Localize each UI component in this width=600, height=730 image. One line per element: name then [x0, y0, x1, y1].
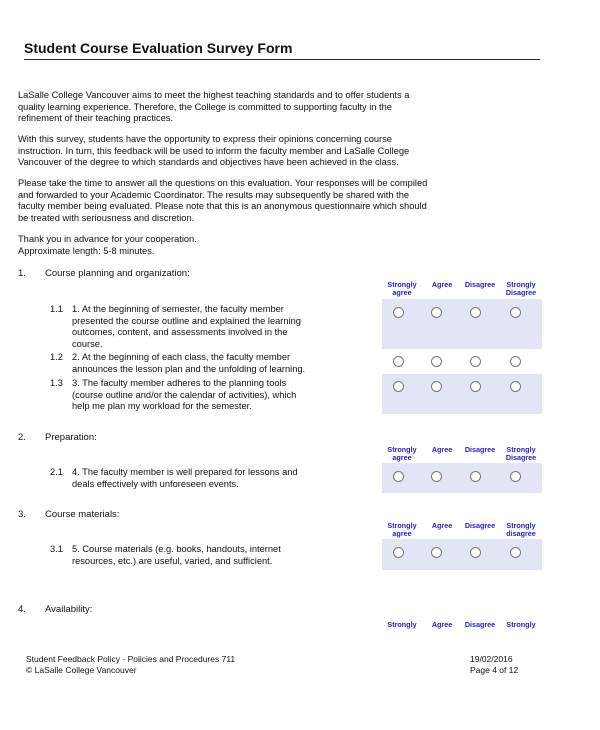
scale-label: agree	[392, 453, 412, 462]
rating-scale-header-4	[382, 621, 542, 631]
q1-2-strongly-agree-radio[interactable]	[393, 356, 404, 367]
q1-1-agree-radio[interactable]	[431, 307, 442, 318]
question-text: (course outline and/or the calendar of activities), which	[72, 389, 297, 400]
scale-label: Strongly	[506, 445, 536, 454]
q3-1-strongly-disagree-radio[interactable]	[510, 547, 521, 558]
footer-left	[26, 654, 235, 676]
section-label: Preparation:	[45, 432, 97, 443]
intro-paragraph-1	[18, 90, 548, 125]
scale-label: Disagree	[505, 453, 537, 462]
scale-agree: Agree	[431, 620, 453, 629]
rating-scale-header-3	[382, 522, 542, 540]
intro-paragraph-2	[18, 134, 548, 169]
text-line: With this survey, students have the opportunity to express their opinions concerning course	[18, 134, 392, 144]
q2-1-agree-radio[interactable]	[431, 471, 442, 482]
question-text: 5. Course materials (e.g. books, handouts, internet	[72, 544, 281, 554]
text-line: Vancouver of the degree to which standards and objectives have been achieved in the class.	[18, 157, 399, 168]
scale-label: Disagree	[505, 288, 537, 297]
section-number: 4.	[18, 604, 26, 615]
question-text: 2. At the beginning of each class, the faculty member	[72, 352, 291, 362]
scale-strongly-agree	[382, 281, 422, 297]
q3-1-agree-radio[interactable]	[431, 547, 442, 558]
section-3-heading	[18, 509, 119, 520]
section-number: 2.	[18, 432, 26, 443]
text-line: Please take the time to answer all the questions on this evaluation. Your responses will be compiled	[18, 178, 428, 188]
text-line: instruction. In turn, this feedback will be used to inform the faculty member and LaSalle College	[18, 145, 410, 156]
text-line: be treated with seriousness and discretion.	[18, 212, 195, 223]
section-number: 1.	[18, 268, 26, 279]
scale-label: Strongly	[387, 521, 417, 530]
scale-strongly-disagree	[501, 446, 541, 462]
rating-scale-header-1	[382, 281, 542, 299]
footer-right	[470, 654, 518, 676]
question-text: announces the lesson plan and the unfolding of learning.	[72, 363, 306, 374]
scale-label: agree	[392, 288, 412, 297]
scale-agree: Agree	[431, 445, 453, 454]
text-line: Thank you in advance for your cooperation.	[18, 234, 197, 244]
q1-2-agree-radio[interactable]	[431, 356, 442, 367]
rating-row-band	[382, 299, 542, 349]
question-3-1	[50, 544, 370, 567]
scale-label: Strongly	[387, 280, 417, 289]
text-line: faculty member being evaluated. Please note that this is an anonymous questionnaire which should	[18, 201, 427, 212]
section-label: Course materials:	[45, 509, 120, 520]
question-text: help me plan my workload for the semester.	[72, 401, 252, 412]
scale-strongly-disagree	[501, 522, 541, 538]
scale-label: Strongly	[506, 280, 536, 289]
q2-1-strongly-agree-radio[interactable]	[393, 471, 404, 482]
footer-page-number: Page 4 of 12	[470, 665, 519, 675]
text-line: LaSalle College Vancouver aims to meet the highest teaching standards and to offer students a	[18, 90, 410, 100]
question-1-2	[50, 352, 370, 375]
text-line: Approximate length: 5-8 minutes.	[18, 245, 155, 256]
scale-label: Strongly	[387, 620, 417, 629]
scale-label: agree	[392, 529, 412, 538]
section-number: 3.	[18, 509, 26, 520]
scale-disagree: Disagree	[464, 620, 496, 629]
rating-row-band	[382, 374, 542, 414]
rating-scale-header-2	[382, 446, 542, 464]
q1-1-strongly-agree-radio[interactable]	[393, 307, 404, 318]
scale-disagree: Disagree	[464, 521, 496, 530]
q1-3-strongly-agree-radio[interactable]	[393, 381, 404, 392]
scale-disagree: Disagree	[464, 445, 496, 454]
section-1-heading	[18, 268, 190, 279]
section-label: Course planning and organization:	[45, 268, 190, 279]
footer-copyright: © LaSalle College Vancouver	[26, 665, 137, 675]
footer-date: 19/02/2016	[470, 654, 513, 664]
question-number: 1.3	[50, 378, 63, 388]
q2-1-strongly-disagree-radio[interactable]	[510, 471, 521, 482]
scale-label: Strongly	[506, 620, 536, 629]
question-text: course.	[72, 338, 103, 349]
section-2-heading	[18, 432, 97, 443]
section-4-heading	[18, 604, 92, 615]
question-text: 4. The faculty member is well prepared for lessons and	[72, 467, 298, 477]
q3-1-disagree-radio[interactable]	[470, 547, 481, 558]
scale-label: disagree	[506, 529, 536, 538]
scale-strongly-agree	[382, 446, 422, 462]
q2-1-disagree-radio[interactable]	[470, 471, 481, 482]
scale-label: Strongly	[387, 445, 417, 454]
q1-1-disagree-radio[interactable]	[470, 307, 481, 318]
q3-1-strongly-agree-radio[interactable]	[393, 547, 404, 558]
scale-label: Strongly	[506, 521, 536, 530]
question-text: resources, etc.) are useful, varied, and sufficient.	[72, 555, 273, 566]
question-text: 3. The faculty member adheres to the planning tools	[72, 378, 287, 388]
scale-agree: Agree	[431, 521, 453, 530]
q1-3-agree-radio[interactable]	[431, 381, 442, 392]
section-label: Availability:	[45, 604, 93, 615]
question-number: 1.2	[50, 352, 63, 362]
question-text: 1. At the beginning of semester, the faculty member	[72, 304, 284, 314]
q1-2-strongly-disagree-radio[interactable]	[510, 356, 521, 367]
question-text: outcomes, content, and assessments involved in the	[72, 327, 288, 338]
scale-agree: Agree	[431, 280, 453, 289]
question-number: 3.1	[50, 544, 63, 554]
question-number: 1.1	[50, 304, 63, 314]
q1-2-disagree-radio[interactable]	[470, 356, 481, 367]
page-title: Student Course Evaluation Survey Form	[24, 40, 540, 60]
q1-3-strongly-disagree-radio[interactable]	[510, 381, 521, 392]
question-2-1	[50, 467, 370, 490]
text-line: quality learning experience. Therefore, the College is committed to supporting faculty in the	[18, 101, 392, 112]
scale-strongly-agree	[382, 522, 422, 538]
question-1-1	[50, 304, 370, 350]
intro-paragraph-3	[18, 178, 548, 224]
question-1-3	[50, 378, 370, 413]
text-line: refinement of their teaching practices.	[18, 113, 174, 124]
scale-disagree: Disagree	[464, 280, 496, 289]
intro-paragraph-4	[18, 234, 548, 257]
scale-strongly-agree	[382, 621, 422, 629]
question-text: presented the course outline and explained the learning	[72, 315, 301, 326]
question-text: deals effectively with unforeseen events.	[72, 478, 239, 489]
scale-strongly-disagree	[501, 621, 541, 629]
q1-1-strongly-disagree-radio[interactable]	[510, 307, 521, 318]
q1-3-disagree-radio[interactable]	[470, 381, 481, 392]
question-number: 2.1	[50, 467, 63, 477]
text-line: and forwarded to your Academic Coordinator. The results may subsequently be shared with the	[18, 189, 410, 200]
scale-strongly-disagree	[501, 281, 541, 297]
footer-policy: Student Feedback Policy - Policies and Procedures 711	[26, 654, 236, 664]
